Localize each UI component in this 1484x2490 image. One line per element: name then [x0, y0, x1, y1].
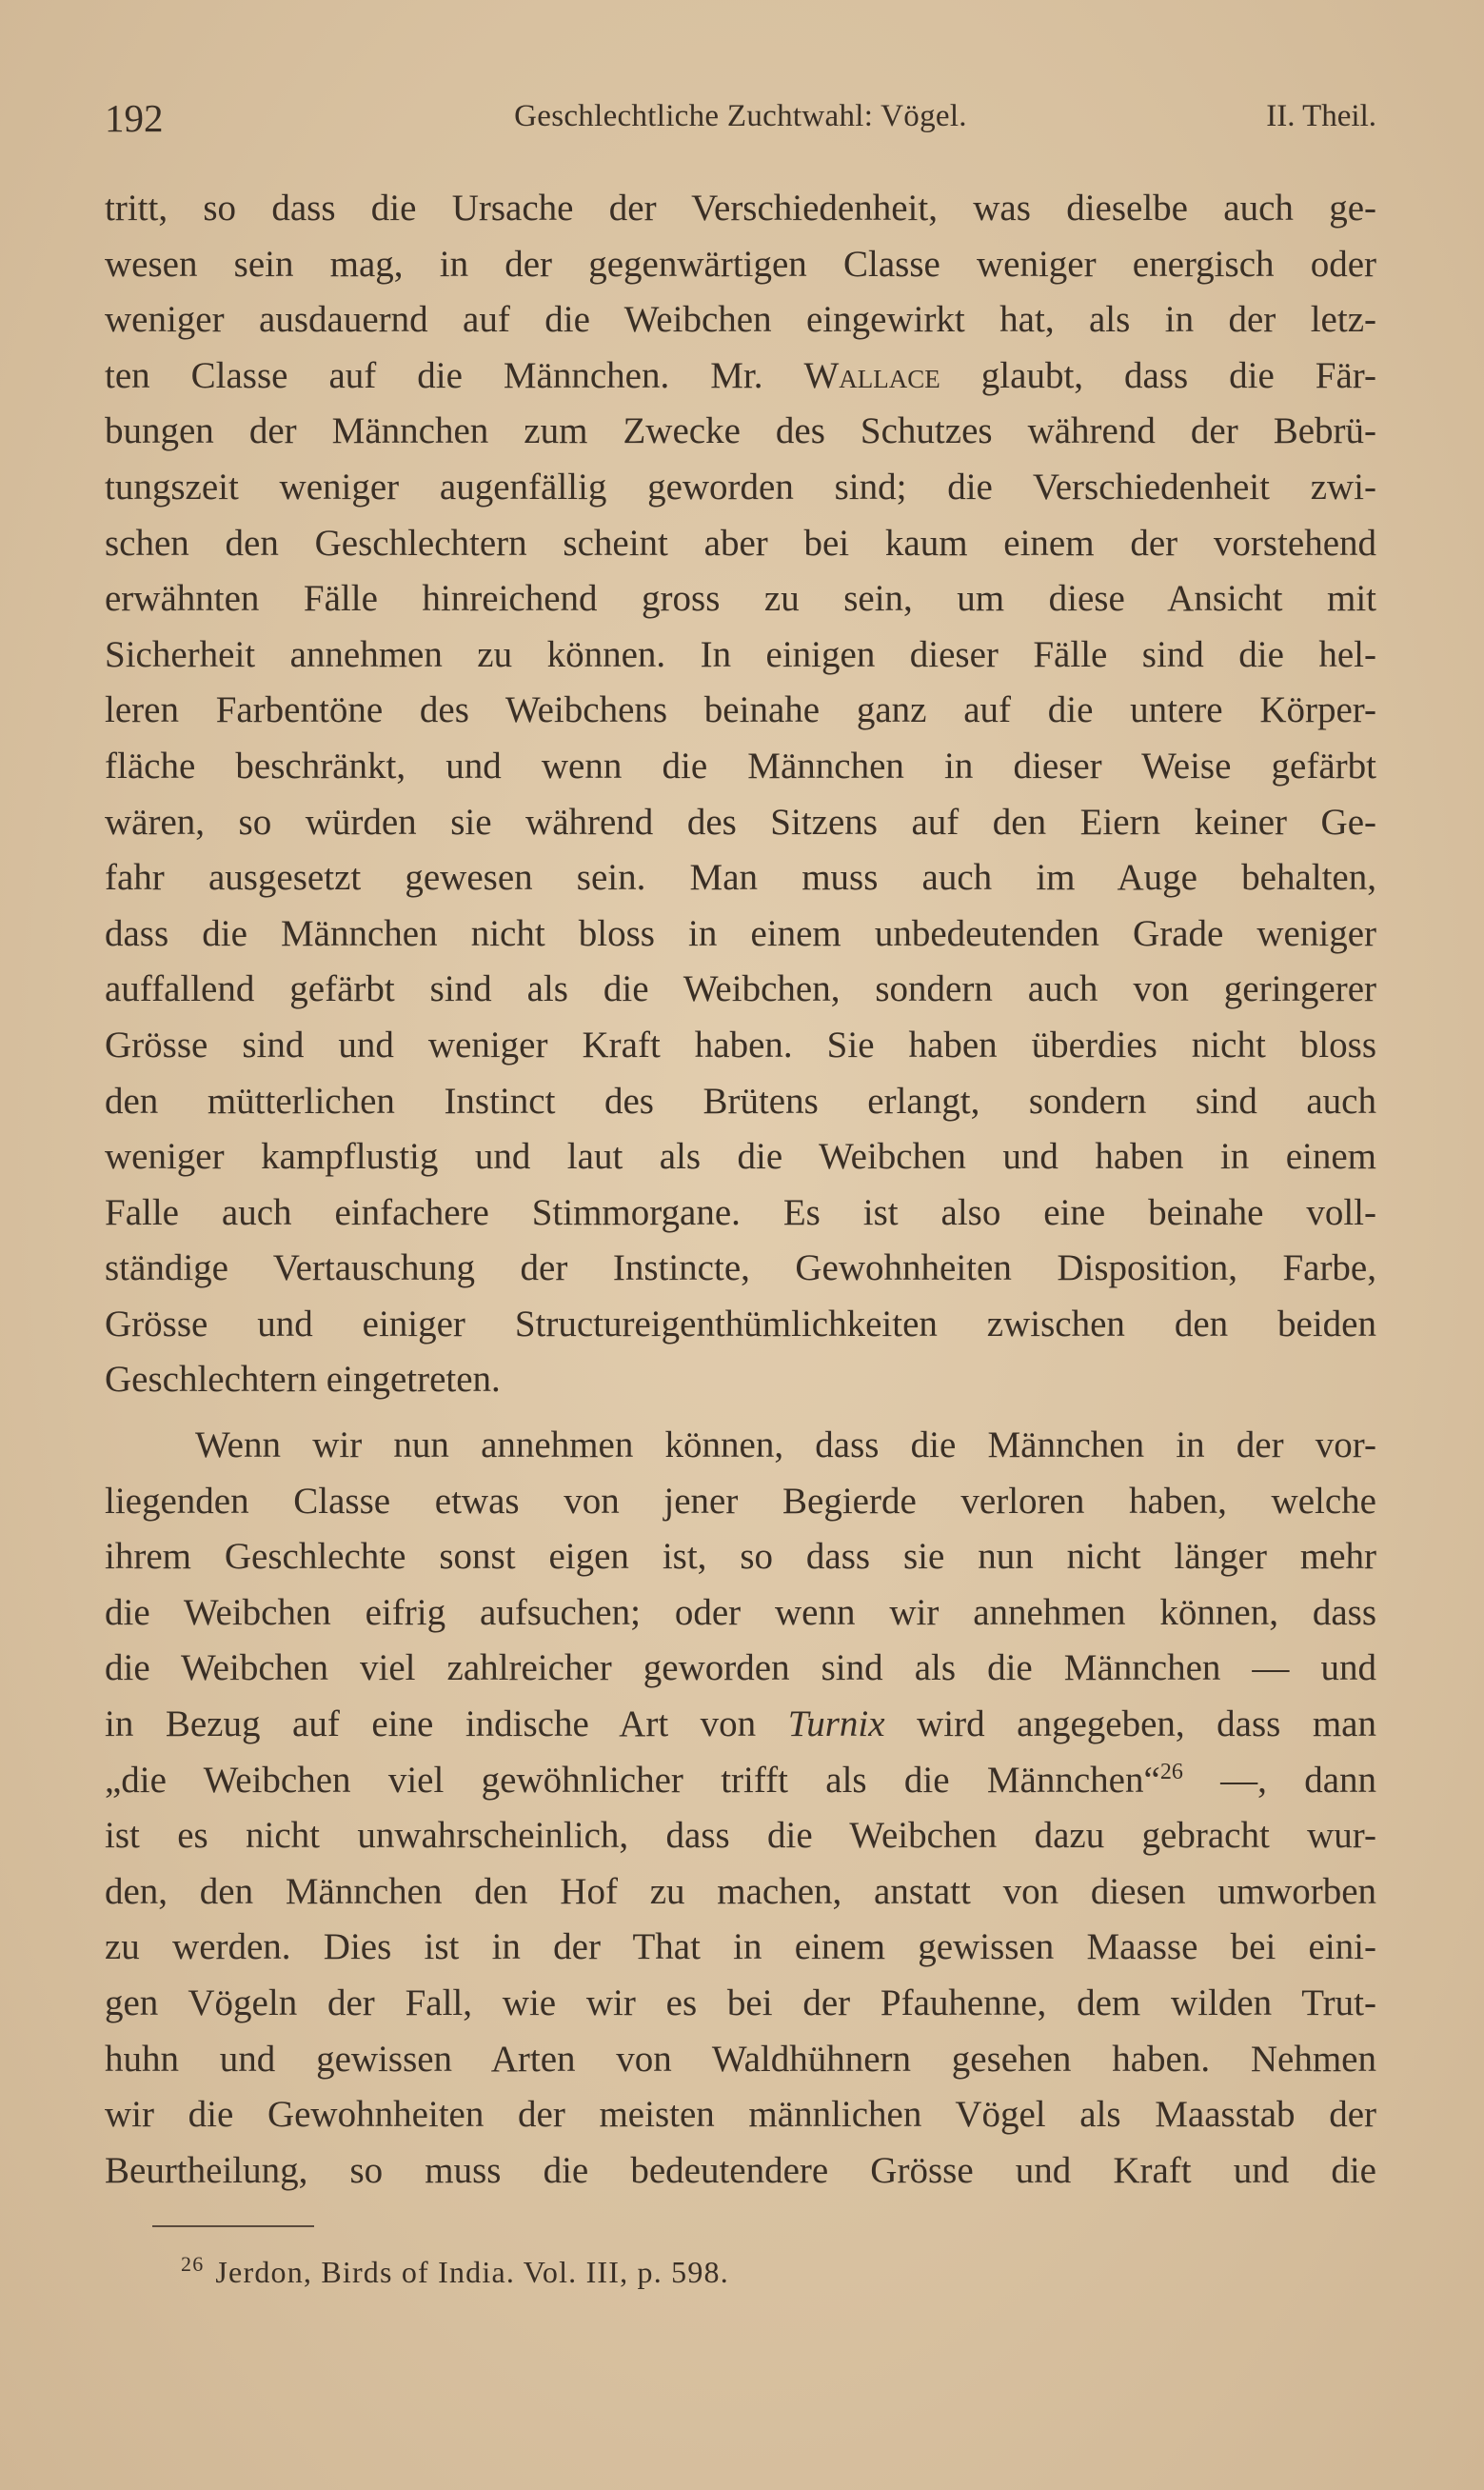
text-line: schen den Geschlechtern scheint aber bei kaum einem der vorstehend	[105, 522, 1376, 564]
text-line: erwähnten Fälle hinreichend gross zu sein, um diese Ansicht mit	[105, 578, 1376, 620]
text-line: Sicherheit annehmen zu können. In einigen dieser Fälle sind die hel-	[105, 633, 1376, 675]
text-line: den mütterlichen Instinct des Brütens erlangt, sondern sind auch	[105, 1080, 1376, 1122]
text-line: ständige Vertauschung der Instincte, Gewohnheiten Disposition, Farbe,	[105, 1247, 1376, 1289]
text-line: gen Vögeln der Fall, wie wir es bei der Pfauhenne, dem wilden Trut-	[105, 1982, 1376, 2023]
text-line: huhn und gewissen Arten von Waldhühnern gesehen haben. Nehmen	[105, 2038, 1376, 2080]
text-line: weniger ausdauernd auf die Weibchen eingewirkt hat, als in der letz-	[105, 299, 1376, 341]
text-line: bungen der Männchen zum Zwecke des Schutzes während der Bebrü-	[105, 410, 1376, 452]
text-line: Falle auch einfachere Stimmorgane. Es ist also eine beinahe voll-	[105, 1191, 1376, 1233]
text-line: Geschlechtern eingetreten.	[105, 1359, 501, 1401]
text-line: liegenden Classe etwas von jener Begierde verloren haben, welche	[105, 1480, 1376, 1522]
text-line: zu werden. Dies ist in der That in einem gewissen Maasse bei eini-	[105, 1926, 1376, 1968]
author-mr: Mr.	[710, 354, 763, 396]
text-line: fahr ausgesetzt gewesen sein. Man muss auch im Auge behalten,	[105, 857, 1376, 899]
text-line: in Bezug auf eine indische Art von Turnix wird angegeben, dass man	[105, 1703, 1376, 1745]
main-text	[105, 181, 1376, 2199]
text-line: leren Farbentöne des Weibchens beinahe ganz auf die untere Körper-	[105, 689, 1376, 731]
text-line: ihrem Geschlechte sonst eigen ist, so dass sie nun nicht länger mehr	[105, 1536, 1376, 1578]
genus-turnix: Turnix	[787, 1703, 885, 1745]
text-line: den, den Männchen den Hof zu machen, anstatt von diesen umworben	[105, 1870, 1376, 1912]
footnote-divider	[152, 2225, 314, 2227]
text-line: auffallend gefärbt sind als die Weibchen, sondern auch von geringerer	[105, 968, 1376, 1010]
text-line: die Weibchen eifrig aufsuchen; oder wenn wir annehmen können, dass	[105, 1591, 1376, 1633]
paragraph-gap	[105, 1408, 1376, 1418]
part-label: II. Theil.	[1266, 99, 1376, 133]
text-line: dass die Männchen nicht bloss in einem unbedeutenden Grade weniger	[105, 912, 1376, 954]
text-line: Beurtheilung, so muss die bedeutendere Grösse und Kraft und die	[105, 2149, 1376, 2191]
page-header	[105, 95, 1376, 143]
text-line: ist es nicht unwahrscheinlich, dass die Weibchen dazu gebracht wur-	[105, 1815, 1376, 1857]
text-line: Grösse und einiger Structureigenthümlichkeiten zwischen den beiden	[105, 1303, 1376, 1345]
text-line: Grösse sind und weniger Kraft haben. Sie haben überdies nicht bloss	[105, 1024, 1376, 1066]
footnote	[181, 2252, 729, 2290]
author-wallace: Wallace	[803, 354, 940, 396]
text-line: „die Weibchen viel gewöhnlicher trifft als die Männchen“$^{26}$ —, dann	[105, 1759, 1377, 1801]
footnote-text: Jerdon, Birds of India. Vol. III, p. 598.	[215, 2255, 729, 2289]
page-number: 192	[105, 96, 164, 140]
footnote-number: 26	[181, 2252, 205, 2276]
text-line: fläche beschränkt, und wenn die Männchen in dieser Weise gefärbt	[105, 745, 1376, 787]
footnote-reference: 26	[1159, 1759, 1183, 1784]
text-line: die Weibchen viel zahlreicher geworden sind als die Männchen — und	[105, 1647, 1376, 1689]
text-line: tritt, so dass die Ursache der Verschiedenheit, was dieselbe auch ge-	[105, 188, 1376, 229]
text-line: wesen sein mag, in der gegenwärtigen Classe weniger energisch oder	[105, 243, 1376, 285]
running-title: Geschlechtliche Zuchtwahl: Vögel.	[514, 99, 967, 133]
text-line: wären, so würden sie während des Sitzens auf den Eiern keiner Ge-	[105, 801, 1376, 843]
text-line: ten Classe auf die Männchen. Mr. Wallace glaubt, dass die Fär-	[105, 354, 1377, 396]
paragraph-start-line: Wenn wir nun annehmen können, dass die Männchen in der vor-	[195, 1424, 1376, 1466]
text-line: weniger kampflustig und laut als die Weibchen und haben in einem	[105, 1136, 1376, 1178]
text-line: tungszeit weniger augenfällig geworden sind; die Verschiedenheit zwi-	[105, 466, 1376, 508]
text-line: wir die Gewohnheiten der meisten männlichen Vögel als Maasstab der	[105, 2094, 1376, 2136]
